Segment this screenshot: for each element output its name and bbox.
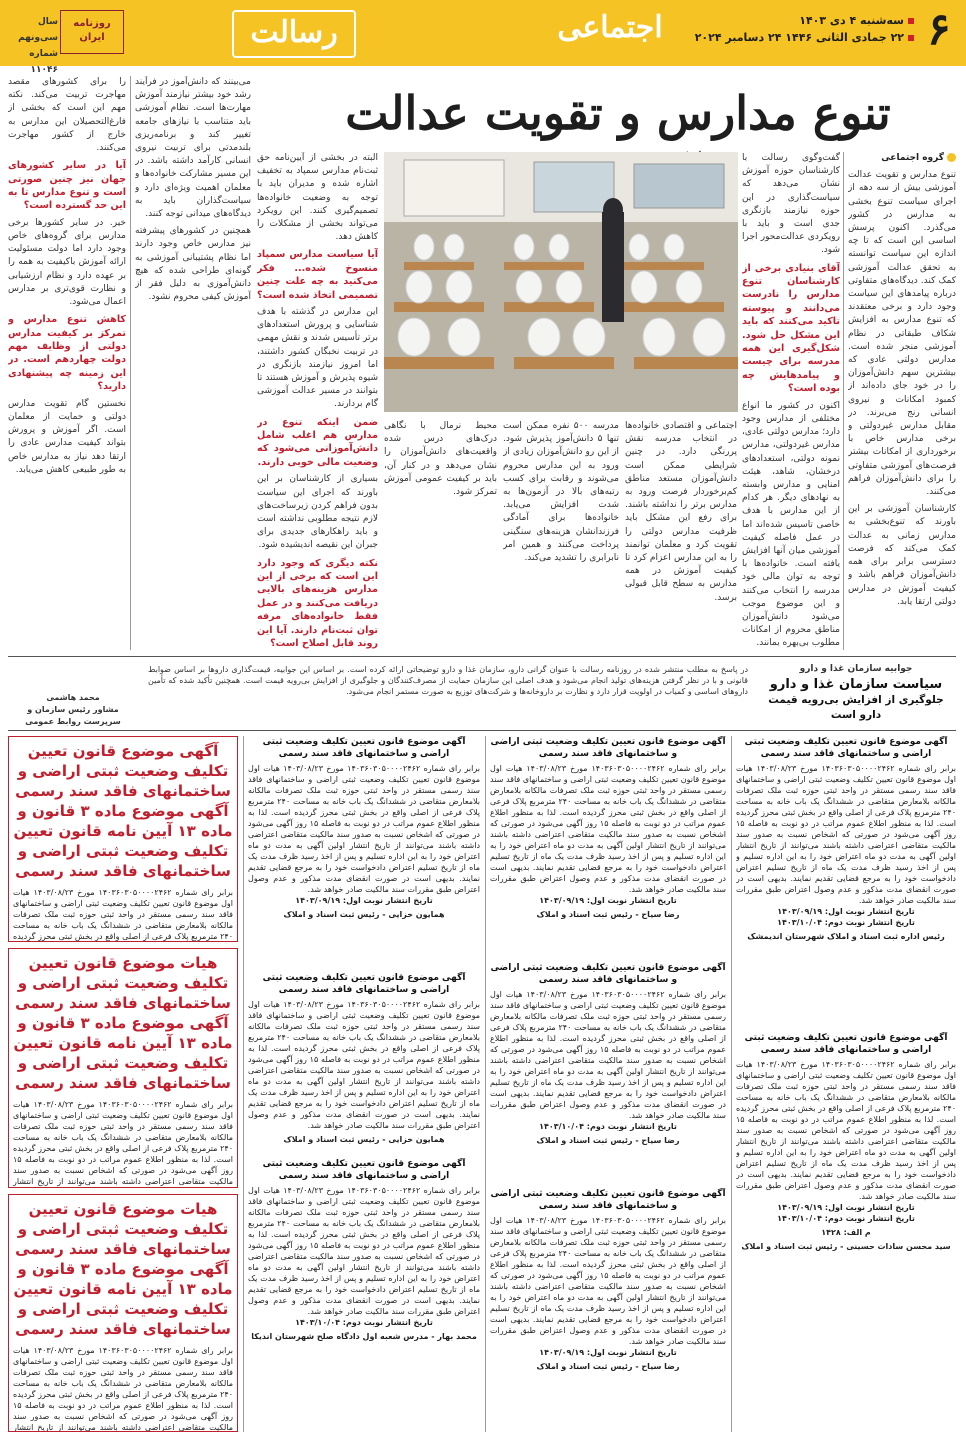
article-column-8: [8, 76, 126, 650]
column-divider: [485, 736, 486, 1432]
issue-year: سال سی‌ونهم: [18, 17, 58, 43]
date-line-1: سه‌شنبه ۴ دی ۱۴۰۳: [799, 14, 904, 27]
notice-title: آگهی موضوع قانون تعیین تکلیف وضعیت ثبتی اراضی و ساختمانهای فاقد سند رسمی: [262, 737, 466, 759]
notice-date-2: تاریخ انتشار نوبت دوم: ۱۴۰۳/۱۰/۰۴: [295, 1318, 433, 1327]
notice-signature: رضا سیاح - رئیس ثبت اسناد و املاک: [536, 910, 680, 919]
bullet-icon: [908, 18, 914, 24]
article-column-7: [135, 76, 251, 650]
notice-signature: همایون خزایی - رئیس ثبت اسناد و املاک: [283, 910, 445, 919]
interview-question-7: کاهش تنوع مدارس و تمرکز بر کیفیت مدارس دولتی از وظایف مهم دولت چهاردهم است. در این زمینه چه پیشنهادی دارید؟: [8, 314, 126, 393]
issue-number: شماره ۱۱۰۴۶: [29, 49, 58, 75]
header-side: [8, 6, 128, 75]
interview-question-4: ضمن اینکه تنوع در مدارس هم اغلب شامل دانش‌آموزانی می‌شود که وضعیت مالی خوبی دارند.: [257, 416, 378, 468]
issue-info: [8, 14, 58, 78]
news-body: [148, 664, 748, 726]
notice-title: آگهی موضوع قانون تعیین تکلیف وضعیت ثبتی اراضی و ساختمانهای فاقد سند رسمی: [490, 737, 726, 759]
interview-question-6: آیا در سایر کشورهای جهان نیز چنین صورتی است و تنوع مدارس تا به این حد گسترده است؟: [8, 160, 126, 212]
notice-title: آگهی موضوع قانون تعیین تکلیف وضعیت ثبتی اراضی و ساختمانهای فاقد سند رسمی: [262, 973, 466, 995]
boxed-legal-notice: [8, 1194, 238, 1432]
notice-signature: همایون خزایی - رئیس ثبت اسناد و املاک: [283, 1135, 445, 1144]
interview-question-3: آیا سیاست مدارس سمپاد منسوخ شده... فکر می‌کنید به چه علت چنین تصمیمی اتخاذ شده است؟: [257, 249, 378, 301]
notice-body: برابر رای شماره ۱۴۰۳۶۰۳۰۵۰۰۰۰۲۴۶۲ مورخ ۱۴۰۳/۰۸/۲۳ هیات اول موضوع قانون تعیین تکلیف وضعیت ثبتی اراضی و ساختمانهای فاقد سند رسمی مستقر در واحد ثبتی حوزه ثبت ملک تصرفات مالکانه بلامعارض متقاضی در ششدانگ یک باب خانه به مساحت ۲۴۰ مترمربع پلاک فرعی از اصلی واقع در بخش ثبتی محرز گردیده است. لذا به منظور اطلاع عموم مراتب در دو نوبت به فاصله ۱۵ روز آگهی می‌شود در صورتی که اشخاص نسبت به صدور سند مالکیت متقاضی اعتراضی داشته باشند می‌توانند از تاریخ انتشار اولین آگهی به مدت دو ماه اعتراض خود را به این اداره تسلیم و پس از اخذ رسید ظرف مدت یک ماه از تاریخ تسلیم اعتراض دادخواست خود را به مرجع قضایی تقدیم نمایند. بدیهی است در صورت انقضای مدت مذکور و عدم وصول اعتراض طبق مقررات سند مالکیت صادر خواهد شد.: [736, 1060, 956, 1201]
notice-title: آگهی موضوع قانون تعیین تکلیف وضعیت ثبتی اراضی و ساختمانهای فاقد سند رسمی: [262, 1159, 466, 1181]
article-column-1: [848, 152, 956, 650]
column-3-text: اجتماعی و اقتصادی خانواده‌ها در انتخاب مدرسه نقش پررنگی دارد. در چنین شرایطی ممکن است دانش‌آموزان مستعد مناطق کم‌برخوردار فرصت ورود به مدارس برتر را نداشته باشند. برای رفع این مشکل باید ظرفیت مدارس دولتی را تقویت کرد و معلمان توانمند را به این مدارس اعزام کرد تا کیفیت آموزش در همه مدارس به سطح قابل قبولی برسد.: [625, 421, 737, 603]
column-6-text-c: بسیاری از کارشناسان بر این باورند که اجرای این سیاست بدون فراهم کردن زیرساخت‌های لازم نتیجه مطلوبی نداشته است و باید راهکارهای جدیدی برای جبران این نقیصه اندیشیده شود.: [257, 474, 378, 551]
notice-date-1: تاریخ انتشار نوبت اول: ۱۴۰۳/۰۹/۱۹: [539, 896, 677, 905]
notice-date-1: تاریخ انتشار نوبت اول: ۱۴۰۳/۰۹/۱۹: [777, 1203, 915, 1212]
notice-body: برابر رای شماره ۱۴۰۳۶۰۳۰۵۰۰۰۰۲۴۶۲ مورخ ۱۴۰۳/۰۸/۲۳ هیات اول موضوع قانون تعیین تکلیف وضعیت ثبتی اراضی و ساختمانهای فاقد سند رسمی مستقر در واحد ثبتی حوزه ثبت ملک تصرفات مالکانه بلامعارض متقاضی در ششدانگ یک باب خانه به مساحت ۲۴۰ مترمربع پلاک فرعی از اصلی واقع در بخش ثبتی محرز گردیده است. لذا به منظور اطلاع عموم مراتب در دو نوبت به فاصله ۱۵ روز آگهی می‌شود در صورتی که اشخاص نسبت به صدور سند مالکیت متقاضی اعتراضی داشته باشند می‌توانند از تاریخ انتشار اولین آگهی به مدت دو ماه اعتراض خود را به این اداره تسلیم و پس از اخذ رسید ظرف مدت یک ماه از تاریخ تسلیم اعتراض دادخواست خود را به مرجع قضایی تقدیم نمایند. بدیهی است در صورت انقضای مدت مذکور و عدم وصول اعتراض طبق مقررات سند مالکیت صادر خواهد شد.: [248, 1186, 480, 1316]
column-divider: [731, 736, 732, 1432]
article-headline: تنوع مدارس و تقویت عدالت: [345, 86, 891, 140]
column-7-text: می‌بینند که دانش‌آموز در فرآیند رشد خود بیشتر نیازمند آموزش مهارت‌ها است. نظام آموزشی باید متناسب با نیازهای جامعه تغییر کند و برنامه‌ریزی بلندمدتی برای تربیت نیروی انسانی کارآمد داشته باشد. در این مسیر مشارکت خانواده‌ها و معلمان اهمیت ویژه‌ای دارد و سیاست‌گذاران باید به دیدگاه‌های میدانی توجه کنند.: [135, 77, 251, 220]
column-5-text: محیط نرمال با نگاهی درک‌های درس شده واقعیت‌های دانش‌آموزان را نشان می‌دهد و در کنار آن، باید بر کیفیت عمومی آموزش تمرکز شود.: [384, 421, 497, 498]
news-item: [8, 662, 956, 726]
notice-date-1: تاریخ انتشار نوبت اول: ۱۴۰۳/۰۹/۱۹: [777, 907, 915, 916]
column-2-text-b: اکنون در کشور ما انواع مختلفی از مدارس وجود دارد؛ مدارس دولتی عادی، مدارس غیردولتی، مدارس نمونه دولتی، استعدادهای درخشان، شاهد، هیئت امنایی و مدارس وابسته به نهادهای دیگر. هر کدام از این مدارس با هدف خاصی تاسیس شده‌اند اما در عمل فاصله کیفیت آموزشی میان آنها افزایش یافته است. خانواده‌ها با توجه به توان مالی خود مدرسه را انتخاب می‌کنند و این موضوع موجب می‌شود دانش‌آموزان مناطق محروم از امکانات مطلوب بی‌بهره بمانند.: [742, 400, 840, 649]
news-signature-role: مشاور رئیس سازمان و سرپرست روابط عمومی: [25, 705, 121, 726]
page-number: ۶: [927, 4, 951, 55]
boxed-legal-notice: [8, 948, 238, 1188]
boxed-notice-body: برابر رای شماره ۱۴۰۳۶۰۳۰۵۰۰۰۰۲۴۶۲ مورخ ۱۴۰۳/۰۸/۲۳ هیات اول موضوع قانون تعیین تکلیف وضعیت ثبتی اراضی و ساختمانهای فاقد سند رسمی مستقر در واحد ثبتی حوزه ثبت ملک تصرفات مالکانه بلامعارض متقاضی در ششدانگ یک باب خانه به مساحت ۲۴۰ مترمربع پلاک فرعی از اصلی واقع در بخش ثبتی محرز گردیده: [13, 888, 233, 941]
column-2-text: گفت‌وگوی رسالت با کارشناسان حوزه آموزش نشان می‌دهد که سیاست‌گذاری در این حوزه نیازمند بازنگری جدی است و باید با رویکردی عدالت‌محور اجرا شود.: [742, 153, 840, 256]
notice-signature: رضا سیاح - رئیس ثبت اسناد و املاک: [536, 1136, 680, 1145]
article-column-4: [503, 420, 619, 650]
boxed-notice-title: هیات موضوع قانون تعیین تکلیف وضعیت ثبتی اراضی و ساختمانهای فاقد سند رسمی آگهی موضوع ماده ۳ قانون و ماده ۱۳ آیین نامه قانون تعیین تکلیف وضعیت ثبتی اراضی و ساختمانهای فاقد سند رسمی: [13, 1200, 233, 1338]
notice-title: آگهی موضوع قانون تعیین تکلیف وضعیت ثبتی اراضی و ساختمانهای فاقد سند رسمی: [490, 1189, 726, 1211]
notice-date-2: تاریخ انتشار نوبت دوم: ۱۴۰۳/۱۰/۰۴: [539, 1122, 677, 1131]
column-divider: [243, 736, 244, 1432]
section-icon: [947, 153, 956, 162]
interview-question-5: نکته دیگری که وجود دارد این است که برخی از این مدارس هزینه‌های بالایی دریافت می‌کنند و در عمل فقط خانواده‌های مرفه توان ثبت‌نام دارند. آیا این روند قابل اصلاح است؟: [257, 557, 378, 649]
notice-date-2: تاریخ انتشار نوبت دوم: ۱۴۰۳/۱۰/۰۴: [777, 918, 915, 927]
legal-notice: [248, 972, 480, 1152]
boxed-notice-title: هیات موضوع قانون تعیین تکلیف وضعیت ثبتی اراضی و ساختمانهای فاقد سند رسمی آگهی موضوع ماده ۳ قانون و ماده ۱۳ آیین نامه قانون تعیین تکلیف وضعیت ثبتی اراضی و ساختمانهای فاقد سند رسمی: [13, 954, 233, 1092]
notice-signature: سید محسن سادات حسینی - رئیس ثبت اسناد و املاک: [741, 1242, 951, 1251]
notice-title: آگهی موضوع قانون تعیین تکلیف وضعیت ثبتی اراضی و ساختمانهای فاقد سند رسمی: [744, 737, 948, 759]
page-header: [0, 0, 966, 75]
article-column-3: [625, 420, 737, 650]
notice-date-1: تاریخ انتشار نوبت اول: ۱۴۰۳/۰۹/۱۹: [295, 896, 433, 905]
side-logo: روزنامه ایران: [60, 10, 124, 54]
notice-body: برابر رای شماره ۱۴۰۳۶۰۳۰۵۰۰۰۰۲۴۶۲ مورخ ۱۴۰۳/۰۸/۲۳ هیات اول موضوع قانون تعیین تکلیف وضعیت ثبتی اراضی و ساختمانهای فاقد سند رسمی مستقر در واحد ثبتی حوزه ثبت ملک تصرفات مالکانه بلامعارض متقاضی در ششدانگ یک باب خانه به مساحت ۲۴۰ مترمربع پلاک فرعی از اصلی واقع در بخش ثبتی محرز گردیده است. لذا به منظور اطلاع عموم مراتب در دو نوبت به فاصله ۱۵ روز آگهی می‌شود در صورتی که اشخاص نسبت به صدور سند مالکیت متقاضی اعتراضی داشته باشند می‌توانند از تاریخ انتشار اولین آگهی به مدت دو ماه اعتراض خود را به این اداره تسلیم و پس از اخذ رسید ظرف مدت یک ماه از تاریخ تسلیم اعتراض دادخواست خود را به مرجع قضایی تقدیم نمایند. بدیهی است در صورت انقضای مدت مذکور و عدم وصول اعتراض طبق مقررات سند مالکیت صادر خواهد شد.: [248, 1000, 480, 1130]
byline: گروه اجتماعی: [881, 153, 944, 163]
column-divider: [130, 76, 131, 650]
legal-notice: [490, 1188, 726, 1432]
news-kicker: جوابیه سازمان غذا و دارو: [799, 664, 913, 674]
masthead-logo: رسالت: [232, 10, 356, 58]
boxed-notice-body: برابر رای شماره ۱۴۰۳۶۰۳۰۵۰۰۰۰۲۴۶۲ مورخ ۱۴۰۳/۰۸/۲۳ هیات اول موضوع قانون تعیین تکلیف وضعیت ثبتی اراضی و ساختمانهای فاقد سند رسمی مستقر در واحد ثبتی حوزه ثبت ملک تصرفات مالکانه بلامعارض متقاضی در ششدانگ یک باب خانه به مساحت ۲۴۰ مترمربع پلاک فرعی از اصلی واقع در بخش ثبتی محرز گردیده است. لذا به منظور اطلاع عموم مراتب در دو نوبت به فاصله ۱۵ روز آگهی می‌شود در صورتی که اشخاص نسبت به صدور سند مالکیت متقاضی اعتراضی داشته باشند می‌توانند از تاریخ انتشار: [13, 1346, 233, 1432]
article-column-6: [257, 152, 378, 650]
boxed-legal-notice: [8, 736, 238, 942]
notice-title: آگهی موضوع قانون تعیین تکلیف وضعیت ثبتی اراضی و ساختمانهای فاقد سند رسمی: [744, 1033, 948, 1055]
column-4-text: مدرسه ۵۰۰ نفره ممکن است تنها ۵ دانش‌آموز پذیرش شود. از این رو دانش‌آموزان زیادی از ورود به این مدارس محروم می‌شوند و رقابت برای کسب رتبه‌های بالا در آزمون‌ها به شدت افزایش می‌یابد. خانواده‌ها برای آمادگی فرزندانشان هزینه‌های سنگینی پرداخت می‌کنند و همین امر نابرابری را تشدید می‌کند.: [503, 421, 619, 564]
news-subtitle: جلوگیری از افزایش بی‌رویه قیمت دارو است: [768, 694, 944, 721]
notice-date-1: تاریخ انتشار نوبت اول: ۱۴۰۳/۰۹/۱۹: [539, 1348, 677, 1357]
column-8-text: را برای کشورهای مقصد مهاجرت تربیت می‌کند. نکته مهم این است که بخشی از فارغ‌التحصیلان این مدارس به خارج از کشور مهاجرت می‌کنند.: [8, 77, 126, 154]
notice-title: آگهی موضوع قانون تعیین تکلیف وضعیت ثبتی اراضی و ساختمانهای فاقد سند رسمی: [490, 963, 726, 985]
news-body-text: در پاسخ به مطلب منتشر شده در روزنامه رسالت با عنوان گرانی دارو، سازمان غذا و دارو توضیحاتی ارائه کرده است. بر اساس این جوابیه، قیمت‌گذاری داروها بر اساس ضوابط قانونی و با در نظر گرفتن هزینه‌های تولید انجام می‌شود و هدف اصلی این سازمان حمایت از مصرف‌کنندگان و جلوگیری از افزایش بی‌رویه قیمت است. همچنین تأکید شده که تأمین داروهای اساسی و کمیاب در اولویت قرار دارد و نظارت بر داروخانه‌ها و شرکت‌های توزیع به صورت مستمر انجام می‌شود.: [148, 665, 748, 696]
article-column-2: [742, 152, 840, 650]
notice-date-2: تاریخ انتشار نوبت دوم: ۱۴۰۳/۱۰/۰۴: [777, 1214, 915, 1223]
notice-body: برابر رای شماره ۱۴۰۳۶۰۳۰۵۰۰۰۰۲۴۶۲ مورخ ۱۴۰۳/۰۸/۲۳ هیات اول موضوع قانون تعیین تکلیف وضعیت ثبتی اراضی و ساختمانهای فاقد سند رسمی مستقر در واحد ثبتی حوزه ثبت ملک تصرفات مالکانه بلامعارض متقاضی در ششدانگ یک باب خانه به مساحت ۲۴۰ مترمربع پلاک فرعی از اصلی واقع در بخش ثبتی محرز گردیده است. لذا به منظور اطلاع عموم مراتب در دو نوبت به فاصله ۱۵ روز آگهی می‌شود در صورتی که اشخاص نسبت به صدور سند مالکیت متقاضی اعتراضی داشته باشند می‌توانند از تاریخ انتشار اولین آگهی به مدت دو ماه اعتراض خود را به این اداره تسلیم و پس از اخذ رسید ظرف مدت یک ماه از تاریخ تسلیم اعتراض دادخواست خود را به مرجع قضایی تقدیم نمایند. بدیهی است در صورت انقضای مدت مذکور و عدم وصول اعتراض طبق مقررات سند مالکیت صادر خواهد شد.: [248, 764, 480, 894]
date-line-2: ۲۲ جمادی الثانی ۱۴۴۶ ۲۴ دسامبر ۲۰۲۴: [694, 31, 904, 44]
legal-notice: [248, 736, 480, 966]
notice-body: برابر رای شماره ۱۴۰۳۶۰۳۰۵۰۰۰۰۲۴۶۲ مورخ ۱۴۰۳/۰۸/۲۳ هیات اول موضوع قانون تعیین تکلیف وضعیت ثبتی اراضی و ساختمانهای فاقد سند رسمی مستقر در واحد ثبتی حوزه ثبت ملک تصرفات مالکانه بلامعارض متقاضی در ششدانگ یک باب خانه به مساحت ۲۴۰ مترمربع پلاک فرعی از اصلی واقع در بخش ثبتی محرز گردیده است. لذا به منظور اطلاع عموم مراتب در دو نوبت به فاصله ۱۵ روز آگهی می‌شود در صورتی که اشخاص نسبت به صدور سند مالکیت متقاضی اعتراضی داشته باشند می‌توانند از تاریخ انتشار اولین آگهی به مدت دو ماه اعتراض خود را به این اداره تسلیم و پس از اخذ رسید ظرف مدت یک ماه از تاریخ تسلیم اعتراض دادخواست خود را به مرجع قضایی تقدیم نمایند. بدیهی است در صورت انقضای مدت مذکور و عدم وصول اعتراض طبق مقررات سند مالکیت صادر خواهد شد.: [490, 764, 726, 894]
notice-signature: رضا سیاح - رئیس ثبت اسناد و املاک: [536, 1362, 680, 1371]
boxed-notice-body: برابر رای شماره ۱۴۰۳۶۰۳۰۵۰۰۰۰۲۴۶۲ مورخ ۱۴۰۳/۰۸/۲۳ هیات اول موضوع قانون تعیین تکلیف وضعیت ثبتی اراضی و ساختمانهای فاقد سند رسمی مستقر در واحد ثبتی حوزه ثبت ملک تصرفات مالکانه بلامعارض متقاضی در ششدانگ یک باب خانه به مساحت ۲۴۰ مترمربع پلاک فرعی از اصلی واقع در بخش ثبتی محرز گردیده است. لذا به منظور اطلاع عموم مراتب در دو نوبت به فاصله ۱۵ روز آگهی می‌شود در صورتی که اشخاص نسبت به صدور سند مالکیت متقاضی اعتراضی داشته باشند می‌توانند از تاریخ انتشار: [13, 1100, 233, 1186]
news-title: سیاست سازمان غذا و دارو: [769, 677, 943, 692]
column-6-text-b: این مدارس در گذشته با هدف شناسایی و پرورش استعدادهای برتر تأسیس شدند و نقش مهمی در تربیت نخبگان کشور داشتند، اما امروز نیازمند بازنگری در شیوه پذیرش و آموزش هستند تا بتوانند در مسیر عدالت آموزشی گام بردارند.: [257, 307, 378, 410]
legal-notice: [736, 1032, 956, 1432]
notice-body: برابر رای شماره ۱۴۰۳۶۰۳۰۵۰۰۰۰۲۴۶۲ مورخ ۱۴۰۳/۰۸/۲۳ هیات اول موضوع قانون تعیین تکلیف وضعیت ثبتی اراضی و ساختمانهای فاقد سند رسمی مستقر در واحد ثبتی حوزه ثبت ملک تصرفات مالکانه بلامعارض متقاضی در ششدانگ یک باب خانه به مساحت ۲۴۰ مترمربع پلاک فرعی از اصلی واقع در بخش ثبتی محرز گردیده است. لذا به منظور اطلاع عموم مراتب در دو نوبت به فاصله ۱۵ روز آگهی می‌شود در صورتی که اشخاص نسبت به صدور سند مالکیت متقاضی اعتراضی داشته باشند می‌توانند از تاریخ انتشار اولین آگهی به مدت دو ماه اعتراض خود را به این اداره تسلیم و پس از اخذ رسید ظرف مدت یک ماه از تاریخ تسلیم اعتراض دادخواست خود را به مرجع قضایی تقدیم نمایند. بدیهی است در صورت انقضای مدت مذکور و عدم وصول اعتراض طبق مقررات سند مالکیت صادر خواهد شد.: [490, 1216, 726, 1346]
bullet-icon: [908, 35, 914, 41]
notice-signature: محمد بهار - مدرس شعبه اول دادگاه صلح شهرستان اندیکا: [251, 1332, 477, 1341]
news-signature-name: محمد هاشمی: [46, 693, 100, 702]
column-6-text: البته در بخشی از آیین‌نامه حق ثبت‌نام مدارس سمپاد به تخفیف اشاره شده و مدیران باید با توجه به وضعیت خانواده‌ها تصمیم‌گیری کنند. این رویکرد می‌تواند بخشی از مشکلات را کاهش دهد.: [257, 153, 378, 243]
article-column-5: [384, 420, 497, 650]
news-signature: [8, 692, 138, 726]
column-1-text-b: کارشناسان آموزشی بر این باورند که تنوع‌بخشی به مدارس زمانی به عدالت کمک می‌کند که فرصت دسترسی برابر برای همه دانش‌آموزان فراهم باشد و کیفیت آموزش در مدارس دولتی ارتقا یابد.: [848, 504, 956, 607]
notice-number: م الف: ۱۴۲۸: [821, 1228, 871, 1237]
legal-notice: [248, 1158, 480, 1432]
notice-body: برابر رای شماره ۱۴۰۳۶۰۳۰۵۰۰۰۰۲۴۶۲ مورخ ۱۴۰۳/۰۸/۲۳ هیات اول موضوع قانون تعیین تکلیف وضعیت ثبتی اراضی و ساختمانهای فاقد سند رسمی مستقر در واحد ثبتی حوزه ثبت ملک تصرفات مالکانه بلامعارض متقاضی در ششدانگ یک باب خانه به مساحت ۲۴۰ مترمربع پلاک فرعی از اصلی واقع در بخش ثبتی محرز گردیده است. لذا به منظور اطلاع عموم مراتب در دو نوبت به فاصله ۱۵ روز آگهی می‌شود در صورتی که اشخاص نسبت به صدور سند مالکیت متقاضی اعتراضی داشته باشند می‌توانند از تاریخ انتشار اولین آگهی به مدت دو ماه اعتراض خود را به این اداره تسلیم و پس از اخذ رسید ظرف مدت یک ماه از تاریخ تسلیم اعتراض دادخواست خود را به مرجع قضایی تقدیم نمایند. بدیهی است در صورت انقضای مدت مذکور و عدم وصول اعتراض طبق مقررات سند مالکیت صادر خواهد شد.: [490, 990, 726, 1120]
classroom-photo: [384, 152, 738, 412]
legal-notice: [490, 736, 726, 956]
notice-signature: رئیس اداره ثبت اسناد و املاک شهرستان اندیمشک: [747, 932, 945, 941]
section-rule: [8, 730, 956, 731]
notice-body: برابر رای شماره ۱۴۰۳۶۰۳۰۵۰۰۰۰۲۴۶۲ مورخ ۱۴۰۳/۰۸/۲۳ هیات اول موضوع قانون تعیین تکلیف وضعیت ثبتی اراضی و ساختمانهای فاقد سند رسمی مستقر در واحد ثبتی حوزه ثبت ملک تصرفات مالکانه بلامعارض متقاضی در ششدانگ یک باب خانه به مساحت ۲۴۰ مترمربع پلاک فرعی از اصلی واقع در بخش ثبتی محرز گردیده است. لذا به منظور اطلاع عموم مراتب در دو نوبت به فاصله ۱۵ روز آگهی می‌شود در صورتی که اشخاص نسبت به صدور سند مالکیت متقاضی اعتراضی داشته باشند می‌توانند از تاریخ انتشار اولین آگهی به مدت دو ماه اعتراض خود را به این اداره تسلیم و پس از اخذ رسید ظرف مدت یک ماه از تاریخ تسلیم اعتراض دادخواست خود را به مرجع قضایی تقدیم نمایند. بدیهی است در صورت انقضای مدت مذکور و عدم وصول اعتراض طبق مقررات سند مالکیت صادر خواهد شد.: [736, 764, 956, 905]
column-divider: [843, 152, 844, 650]
news-title-block: [756, 662, 956, 726]
section-rule: [8, 656, 956, 657]
legal-notice: [736, 736, 956, 1026]
boxed-notice-title: آگهی موضوع قانون تعیین تکلیف وضعیت ثبتی اراضی و ساختمانهای فاقد سند رسمی آگهی موضوع ماده ۳ قانون و ماده ۱۳ آیین نامه قانون تعیین تکلیف وضعیت ثبتی اراضی و ساختمانهای فاقد سند رسمی: [13, 742, 233, 880]
section-title: اجتماعی: [557, 10, 663, 45]
column-7-text-b: همچنین در کشورهای پیشرفته نیز مدارس خاص وجود دارند اما نظام پشتیبانی آموزشی به گونه‌ای طراحی شده که هیچ دانش‌آموزی به دلیل فقر از آموزش کیفی محروم نشود.: [135, 226, 251, 303]
legal-notice: [490, 962, 726, 1182]
column-8-text-b: خیر. در سایر کشورها برخی مدارس برای گروه‌های خاص وجود دارد اما دولت مسئولیت ارائه آموزش باکیفیت به همه را بر عهده دارد و نظام ارزشیابی و نظارت قوی‌تری بر مدارس اعمال می‌شود.: [8, 217, 126, 308]
date-block: [695, 12, 914, 46]
column-1-text: تنوع مدارس و تقویت عدالت آموزشی بیش از سه دهه از اجرای سیاست تنوع بخشی به مدارس در کشور می‌گذرد. اکنون پرسش اساسی این است که تا چه اندازه این سیاست توانسته به تحقق عدالت آموزشی کمک کند. دیدگاه‌های متفاوتی درباره پیامدهای این سیاست وجود دارد و برخی معتقدند که تنوع مدارس به افزایش شکاف طبقاتی در نظام آموزشی منجر شده است. مدارس دولتی عادی که بیشترین سهم دانش‌آموزان را در خود جای داده‌اند از کمبود امکانات و نیروی انسانی رنج می‌برند. در مقابل مدارس غیردولتی و برخی مدارس خاص با برخورداری از امکانات بیشتر فرصت‌های آموزشی متفاوتی را برای دانش‌آموزان فراهم می‌کنند.: [848, 170, 956, 498]
column-8-text-c: نخستین گام تقویت مدارس دولتی و حمایت از معلمان است. اگر آموزش و پرورش بتواند کیفیت مدارس عادی را ارتقا دهد نیاز به مدارس خاص به طور طبیعی کاهش می‌یابد.: [8, 398, 126, 475]
interview-question: آقای بنیادی برخی از کارشناسان تنوع مدارس را نادرست می‌دانند و پیوسته تاکید می‌کنند که باید این مشکل حل شود. شکل‌گیری این همه مدرسه برای چیست و پیامدهایش چه بوده است؟: [742, 262, 840, 395]
